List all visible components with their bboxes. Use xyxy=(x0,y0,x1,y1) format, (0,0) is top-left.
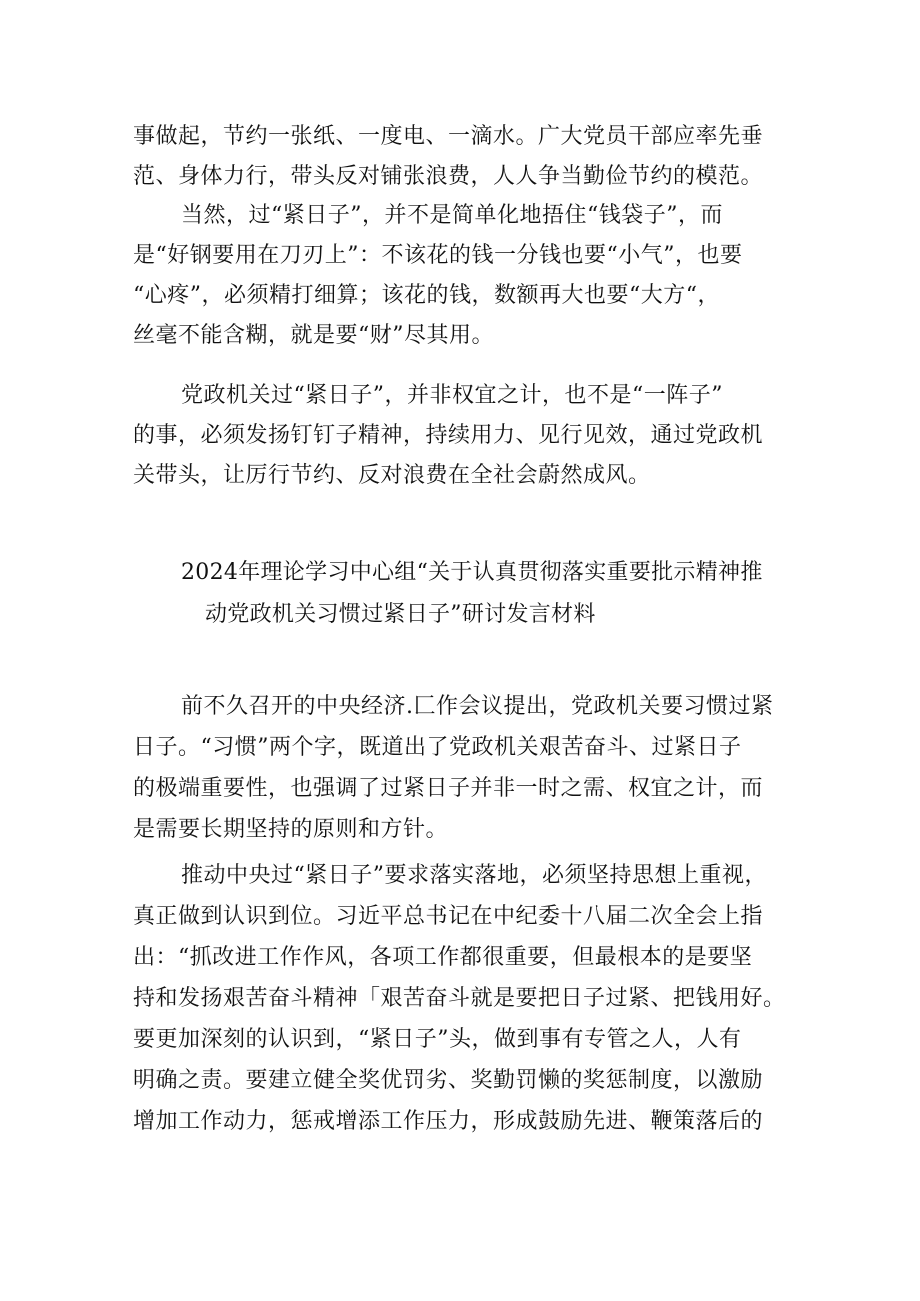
body-line-9: 要更加深刻的认识到，“紧日子”头，做到事有专管之人，人有 xyxy=(133,1027,742,1052)
body-line-3: 的极端重要性，也强调了过紧日子并非一时之需、权宜之计，而 xyxy=(133,776,764,801)
body-line-6: 真正做到认识到位。习近平总书记在中纪委十八届二次全会上指 xyxy=(133,904,764,929)
intro-line-5: “心疼”，必须精打细算；该花的钱，数额再大也要“大方“， xyxy=(133,283,720,308)
body-line-11: 增加工作动力，惩戒增添工作压力，形成鼓励先进、鞭策落后的 xyxy=(133,1109,764,1134)
section-title-line-2: 动党政机关习惯过紧日子”研讨发言材料 xyxy=(205,602,596,627)
intro-line-3: 当然，过“紧日子”，并不是简单化地捂住“钱袋子”，而 xyxy=(181,203,723,228)
intro-line-4: 是“好钢要用在刀刃上”：不该花的钱一分钱也要“小气”，也要 xyxy=(133,243,743,268)
intro-line-2: 范、身体力行，带头反对铺张浪费，人人争当勤俭节约的模范。 xyxy=(133,164,764,189)
body-line-10: 明确之责。要建立健全奖优罚劣、奖勤罚懒的奖惩制度，以激励 xyxy=(133,1068,764,1093)
body-line-4: 是需要长期坚持的原则和方针。 xyxy=(133,817,449,842)
intro-line-7: 党政机关过“紧日子”，并非权宜之计，也不是“一阵子” xyxy=(181,383,723,408)
body-line-2: 日子。“习惯”两个字，既道出了党政机关艰苦奋斗、过紧日子 xyxy=(133,735,742,760)
intro-line-9: 关带头，让厉行节约、反对浪费在全社会蔚然成风。 xyxy=(133,463,651,488)
intro-line-8: 的事，必须发扬钉钉子精神，持续用力、见行见效，通过党政机 xyxy=(133,423,764,448)
body-line-1: 前不久召开的中央经济.匚作会议提出，党政机关要习惯过紧 xyxy=(181,694,774,719)
section-title-line-1: 2024年理论学习中心组“关于认真贯彻落实重要批示精神推 xyxy=(181,560,763,585)
body-line-8: 持和发扬艰苦奋斗精神「艰苦奋斗就是要把日子过紧、把钱用好。 xyxy=(133,986,786,1011)
intro-line-1: 事做起，节约一张纸、一度电、一滴水。广大党员干部应率先垂 xyxy=(133,124,764,149)
body-line-5: 推动中央过“紧日子”要求落实落地，必须坚持思想上重视， xyxy=(181,863,767,888)
body-line-7: 出：“抓改进工作作风，各项工作都很重要，但最根本的是要坚 xyxy=(133,945,753,970)
intro-line-6: 丝毫不能含糊，就是要“财”尽其用。 xyxy=(133,323,494,348)
